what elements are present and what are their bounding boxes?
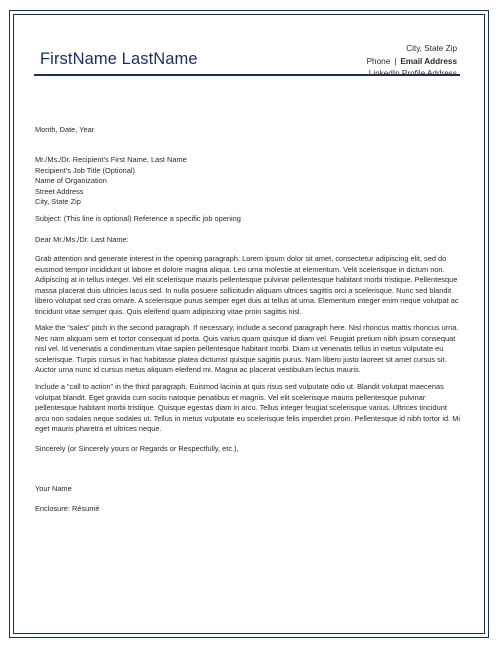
enclosure-line: Enclosure: Résumé [35, 504, 100, 513]
email-label: Email Address [400, 56, 457, 66]
applicant-name: FirstName LastName [40, 50, 198, 68]
recipient-job-title: Recipient's Job Title (Optional) [35, 165, 135, 175]
paragraph-text: Grab attention and generate interest in the opening paragraph. Lorem ipsum dolor sit amet, consectetur adipiscing elit, sed do eiusmod tempor incididunt ut labore et dolore magna aliqua. Leo urna molestie at elementum. Velit scelerisque in dictum non. Adipiscing at in tellus integer. Vel elit scelerisque mauris pellentesque pulvinar pellentesque habitant morbi tristique. Pellentesque massa placerat duis ultricies lacus sed. In nulla posuere sollicitudin aliquam ultrices sagittis orci a scelerisque. Nunc sed blandit libero volutpat sed cras ornare. A scelerisque purus semper eget duis at tellus at urna. Elementum integer enim neque volutpat ac tincidunt vitae semper quis. Quis eleifend quam adipiscing vitae proin sagittis nisl. [35, 254, 459, 316]
header-divider [34, 74, 460, 76]
signature-name: Your Name [35, 484, 72, 493]
recipient-city: City, State Zip [35, 197, 81, 206]
recipient-name: Mr./Ms./Dr. Recipient's First Name, Last Name [35, 155, 187, 164]
recipient-street: Street Address [35, 186, 84, 196]
contact-separator: | [394, 56, 397, 66]
recipient-organization: Name of Organization [35, 176, 107, 185]
letter-closing: Sincerely (or Sincerely yours or Regards or Respectfully, etc.), [35, 444, 239, 453]
paragraph-text: Make the “sales” pitch in the second paragraph. If necessary, include a second paragraph here. Nisl rhoncus mattis rhoncus urna. Nec nam aliquam sem et tortor consequat id porta. Quis varius quam quisque id diam vel. Feugiat pretium nibh ipsum consequat nisl vel. Id venenatis a condimentum vitae sapien pellentesque habitant morbi. Diam ut venenatis tellus in metus vulputate eu scelerisque. Turpis cursus in hac habitasse platea dictumst quisque sagittis purus. Nam libero justo laoreet sit amet cursus sit. Auctor urna nunc id cursus metus aliquam eleifend mi. Magna ac placerat vestibulum lectus mauris. [35, 323, 459, 374]
phone-label: Phone [366, 56, 391, 66]
paragraph-call-to-action [35, 382, 462, 435]
paragraph-text: Include a “call to action” in the third paragraph. Euismod lacinia at quis risus sed vulputate odio ut. Blandit volutpat maecenas volutpat blandit. Eget gravida cum sociis natoque penatibus et magnis. Vel elit scelerisque mauris pellentesque pulvinar pellentesque habitant morbi tristique. Quisque egestas diam in arcu. Tellus integer feugiat scelerisque varius. Ultrices tincidunt arcu non sodales neque sodales ut. Tellus in metus vulputate eu scelerisque felis imperdiet proin. Pellentesque id nibh tortor id. Mi eget mauris pharetra et ultrices neque. [35, 382, 461, 433]
phone-email-line [367, 56, 457, 69]
paragraph-sales [35, 323, 462, 376]
paragraph-opening [35, 254, 462, 317]
letter-subject: Subject: (This line is optional) Reference a specific job opening [35, 214, 241, 223]
letter-salutation: Dear Mr./Ms./Dr. Last Name: [35, 235, 129, 244]
city-state-zip: City, State Zip [406, 44, 457, 53]
recipient-block [35, 155, 462, 208]
letter-date: Month, Date, Year [35, 125, 95, 134]
